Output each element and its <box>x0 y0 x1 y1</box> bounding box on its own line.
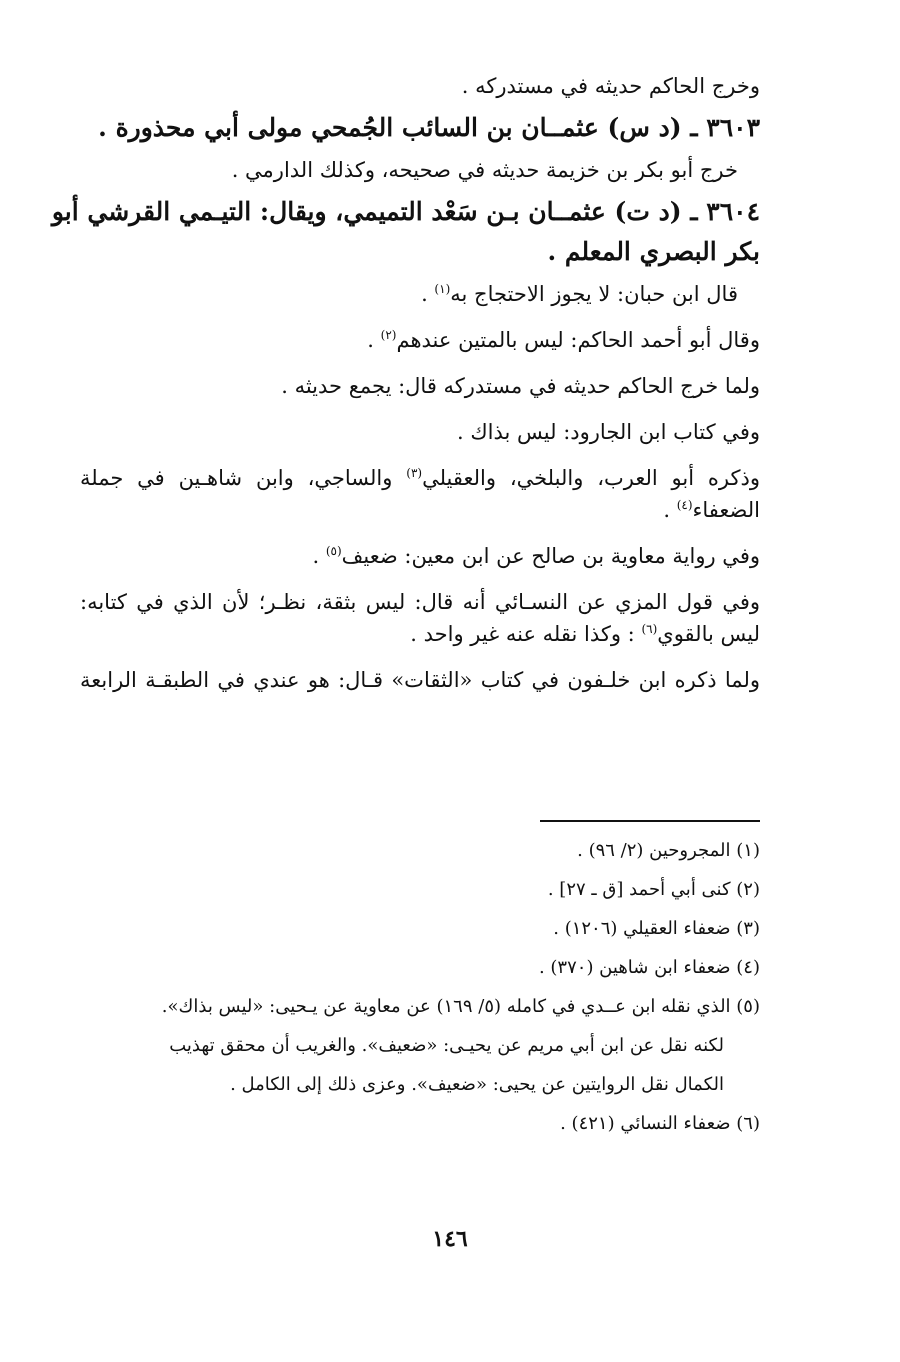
footnote-2: (٢) كنى أبي أحمد [ق ـ ٢٧] . <box>547 879 760 900</box>
line-end: . <box>421 282 435 306</box>
entry-3604-heading-line-1: ٣٦٠٤ ـ (د ت) عثمــان بـن سَعْد التميمي، ويقال: التيـمي القرشي أبو <box>51 197 760 226</box>
line-end: . <box>367 328 381 352</box>
footnote-3: (٣) ضعفاء العقيلي (١٢٠٦) . <box>553 918 760 939</box>
entry-3603-text: خرج أبو بكر بن خزيمة حديثه في صحيحه، وكذلك الدارمي . <box>231 158 738 182</box>
footnote-1: (١) المجروحين (٢/ ٩٦) . <box>577 840 760 861</box>
footnote-ref-1: (١) <box>434 282 451 296</box>
line-text: وقال أبو أحمد الحاكم: ليس بالمتين عندهم <box>396 328 760 352</box>
line-end: والساجي، وابن شاهـين في جملة <box>80 466 407 490</box>
main-text <box>51 70 760 696</box>
entry-3604-heading-line-2: بكر البصري المعلم . <box>547 237 760 266</box>
footnote-5-line-1: (٥) الذي نقله ابن عــدي في كامله (٥/ ١٦٩) عن معاوية عن يـحيى: «ليس بذاك». <box>161 996 760 1017</box>
footnote-ref-4: (٤) <box>676 498 693 512</box>
text-line-1: وخرج الحاكم حديثه في مستدركه . <box>461 74 760 98</box>
line-end: . <box>312 544 326 568</box>
footnote-ref-3: (٣) <box>406 466 423 480</box>
footnote-4: (٤) ضعفاء ابن شاهين (٣٧٠) . <box>538 957 760 978</box>
entry-3604-line-ibn-hibban <box>80 278 760 310</box>
entry-3604-line-abu-alarab <box>80 462 760 494</box>
entry-3604-line-ibn-khalfun: ولما ذكره ابن خلـفون في كتاب «الثقات» قـال: هو عندي في الطبقـة الرابعة <box>80 668 760 692</box>
footnote-ref-5: (٥) <box>325 544 342 558</box>
line-text: وفي رواية معاوية بن صالح عن ابن معين: ضعيف <box>341 544 760 568</box>
footnote-divider <box>540 820 760 822</box>
line-text: قال ابن حبان: لا يجوز الاحتجاج به <box>450 282 738 306</box>
line-text: وذكره أبو العرب، والبلخي، والعقيلي <box>422 466 760 490</box>
line-end: : وكذا نقله عنه غير واحد . <box>410 622 642 646</box>
entry-3604-line-abu-ahmad <box>80 324 760 356</box>
line-text: الضعفاء <box>692 498 760 522</box>
entry-3604-line-duafa <box>80 494 760 526</box>
entry-3604-line-hakim: ولما خرج الحاكم حديثه في مستدركه قال: يجمع حديثه . <box>281 374 760 398</box>
page-number: ١٤٦ <box>432 1226 468 1252</box>
footnotes <box>80 836 760 1138</box>
entry-3603-heading: ٣٦٠٣ ـ (د س) عثمــان بن السائب الجُمحي مولى أبي محذورة . <box>98 113 760 142</box>
line-end: . <box>663 498 677 522</box>
entry-3604-line-mizzi: وفي قول المزي عن النسـائي أنه قال: ليس بثقة، نظـر؛ لأن الذي في كتابه: <box>80 590 760 614</box>
entry-3604-line-jarud: وفي كتاب ابن الجارود: ليس بذاك . <box>457 420 760 444</box>
footnote-ref-2: (٢) <box>380 328 397 342</box>
footnote-5-line-3: الكمال نقل الروايتين عن يحيى: «ضعيف». وعزى ذلك إلى الكامل . <box>230 1074 724 1095</box>
entry-3604-line-qawi <box>80 618 760 650</box>
footnote-5-line-2: لكنه نقل عن ابن أبي مريم عن يحيـى: «ضعيف». والغريب أن محقق تهذيب <box>169 1035 724 1056</box>
line-text: ليس بالقوي <box>657 622 760 646</box>
footnote-ref-6: (٦) <box>641 622 658 636</box>
footnote-6: (٦) ضعفاء النسائي (٤٢١) . <box>560 1113 760 1134</box>
entry-3604-line-muawiya <box>80 540 760 572</box>
